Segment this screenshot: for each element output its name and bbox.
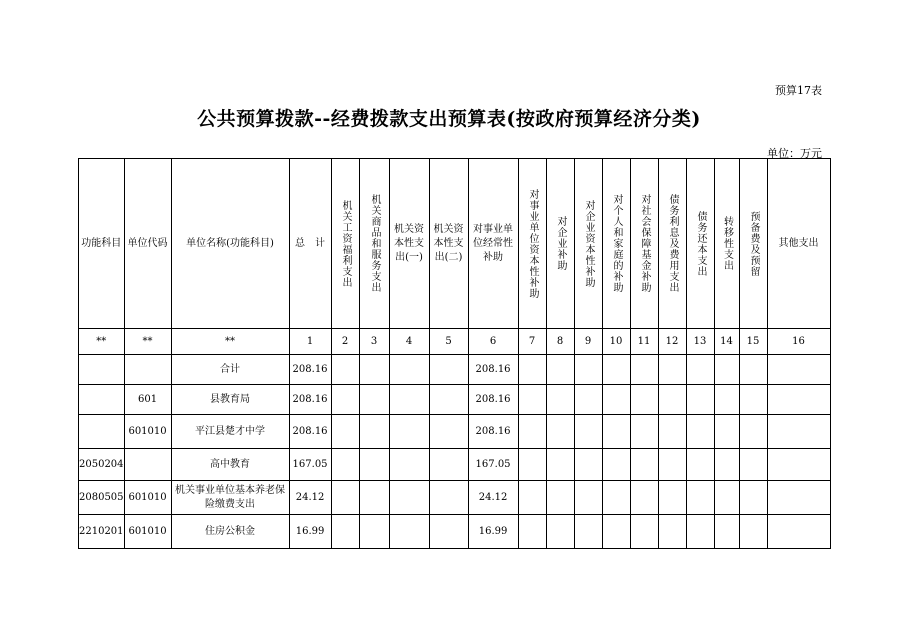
index-cell: ** — [171, 329, 289, 355]
col-header: 债务利息及费用支出 — [658, 159, 686, 329]
table-row — [79, 355, 831, 385]
total-cell: 167.05 — [289, 449, 331, 481]
unit-code-cell: 601 — [124, 385, 171, 415]
unit-code-cell: 601010 — [124, 515, 171, 549]
index-cell: 9 — [574, 329, 602, 355]
col-header: 对企业补助 — [546, 159, 574, 329]
table-number: 预算17表 — [775, 84, 822, 97]
unit-code-cell: 601010 — [124, 415, 171, 449]
total-cell: 208.16 — [289, 415, 331, 449]
unit-label: 单位：万元 — [767, 147, 822, 160]
page-title: 公共预算拨款--经费拨款支出预算表(按政府预算经济分类) — [197, 108, 701, 130]
index-cell: 8 — [546, 329, 574, 355]
total-cell: 208.16 — [289, 355, 331, 385]
unit-name-cell: 合计 — [171, 355, 289, 385]
index-cell: 4 — [389, 329, 429, 355]
table-row — [79, 415, 831, 449]
func-code-cell — [79, 355, 125, 385]
unit-name-cell: 机关事业单位基本养老保险缴费支出 — [171, 481, 289, 515]
value-cell: 16.99 — [468, 515, 518, 549]
index-row — [79, 329, 831, 355]
value-cell: 208.16 — [468, 415, 518, 449]
func-code-cell: 2080505 — [79, 481, 125, 515]
index-cell: 14 — [714, 329, 739, 355]
col-header: 预备费及预留 — [739, 159, 767, 329]
value-cell: 208.16 — [468, 355, 518, 385]
col-header: 机关工资福利支出 — [331, 159, 359, 329]
index-cell: 15 — [739, 329, 767, 355]
index-cell: 1 — [289, 329, 331, 355]
index-cell: 6 — [468, 329, 518, 355]
col-header: 对事业单位经常性补助 — [468, 159, 518, 329]
col-header: 单位代码 — [124, 159, 171, 329]
col-header: 机关资本性支出(二) — [429, 159, 468, 329]
func-code-cell — [79, 385, 125, 415]
unit-name-cell: 平江县楚才中学 — [171, 415, 289, 449]
index-cell: 2 — [331, 329, 359, 355]
table-row — [79, 481, 831, 515]
col-header: 单位名称(功能科目) — [171, 159, 289, 329]
index-cell: 10 — [602, 329, 630, 355]
index-cell: ** — [124, 329, 171, 355]
unit-name-cell: 高中教育 — [171, 449, 289, 481]
unit-code-cell — [124, 355, 171, 385]
index-cell: 3 — [359, 329, 389, 355]
table-row — [79, 449, 831, 481]
col-header: 对个人和家庭的补助 — [602, 159, 630, 329]
table-row — [79, 385, 831, 415]
index-cell: 7 — [518, 329, 546, 355]
index-cell: 12 — [658, 329, 686, 355]
value-cell: 167.05 — [468, 449, 518, 481]
func-code-cell: 2210201 — [79, 515, 125, 549]
total-cell: 208.16 — [289, 385, 331, 415]
col-header: 机关商品和服务支出 — [359, 159, 389, 329]
index-cell: 13 — [686, 329, 714, 355]
func-code-cell — [79, 415, 125, 449]
header-row — [79, 159, 831, 329]
unit-code-cell — [124, 449, 171, 481]
col-header: 对事业单位资本性补助 — [518, 159, 546, 329]
value-cell: 208.16 — [468, 385, 518, 415]
index-cell: ** — [79, 329, 125, 355]
col-header: 转移性支出 — [714, 159, 739, 329]
budget-table — [78, 158, 831, 549]
unit-name-cell: 县教育局 — [171, 385, 289, 415]
total-cell: 16.99 — [289, 515, 331, 549]
col-header: 对企业资本性补助 — [574, 159, 602, 329]
value-cell: 24.12 — [468, 481, 518, 515]
index-cell: 16 — [767, 329, 830, 355]
col-header: 功能科目 — [79, 159, 125, 329]
total-cell: 24.12 — [289, 481, 331, 515]
col-header: 对社会保障基金补助 — [630, 159, 658, 329]
col-header: 机关资本性支出(一) — [389, 159, 429, 329]
col-header: 债务还本支出 — [686, 159, 714, 329]
unit-code-cell: 601010 — [124, 481, 171, 515]
unit-name-cell: 住房公积金 — [171, 515, 289, 549]
col-header: 其他支出 — [767, 159, 830, 329]
index-cell: 11 — [630, 329, 658, 355]
index-cell: 5 — [429, 329, 468, 355]
table-row — [79, 515, 831, 549]
col-header: 总 计 — [289, 159, 331, 329]
func-code-cell: 2050204 — [79, 449, 125, 481]
